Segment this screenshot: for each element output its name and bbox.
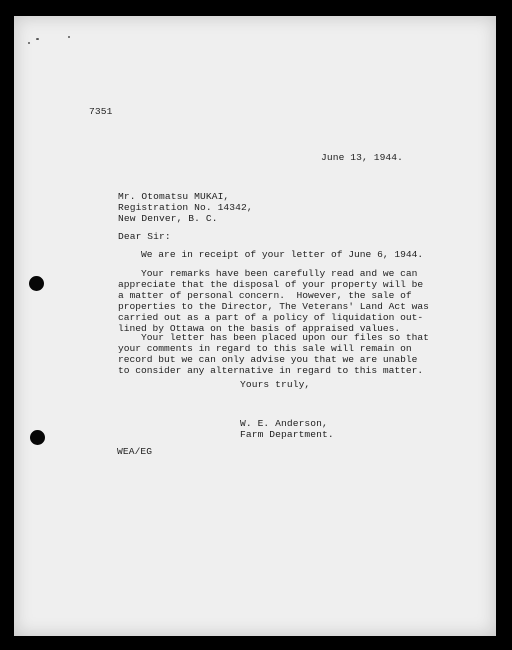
signature-department: Farm Department. xyxy=(240,429,334,440)
letter-page xyxy=(14,16,496,636)
closing: Yours truly, xyxy=(240,379,311,390)
file-number: 7351 xyxy=(89,106,113,117)
paragraph-line: Your letter has been placed upon our files so that xyxy=(118,332,429,343)
paragraph-line: appreciate that the disposal of your property will be xyxy=(118,279,424,290)
letter-date: June 13, 1944. xyxy=(321,152,404,163)
paragraph-line: We are in receipt of your letter of June 6, 1944. xyxy=(118,249,424,260)
paragraph-2 xyxy=(118,268,429,334)
recipient-name: Mr. Otomatsu MUKAI, xyxy=(118,191,230,202)
punch-hole xyxy=(30,430,45,445)
punch-hole xyxy=(29,276,44,291)
salutation: Dear Sir: xyxy=(118,231,171,242)
paragraph-1 xyxy=(118,249,423,260)
recipient-registration: Registration No. 14342, xyxy=(118,202,253,213)
paragraph-line: to consider any alternative in regard to this matter. xyxy=(118,365,424,376)
paragraph-line: lined by Ottawa on the basis of appraised values. xyxy=(118,323,401,334)
signature-name: W. E. Anderson, xyxy=(240,418,328,429)
paragraph-line: a matter of personal concern. However, the sale of xyxy=(118,290,412,301)
paragraph-3 xyxy=(118,332,429,376)
ink-speck xyxy=(68,36,70,38)
paragraph-line: Your remarks have been carefully read and we can xyxy=(118,268,418,279)
recipient-location: New Denver, B. C. xyxy=(118,213,218,224)
paragraph-line: record but we can only advise you that we are unable xyxy=(118,354,418,365)
ink-speck xyxy=(28,42,30,44)
ink-speck xyxy=(36,38,39,40)
paragraph-line: your comments in regard to this sale will remain on xyxy=(118,343,412,354)
reference-initials: WEA/EG xyxy=(117,446,153,457)
paragraph-line: carried out as a part of a policy of liquidation out- xyxy=(118,312,424,323)
paragraph-line: properties to the Director, The Veterans' Land Act was xyxy=(118,301,429,312)
